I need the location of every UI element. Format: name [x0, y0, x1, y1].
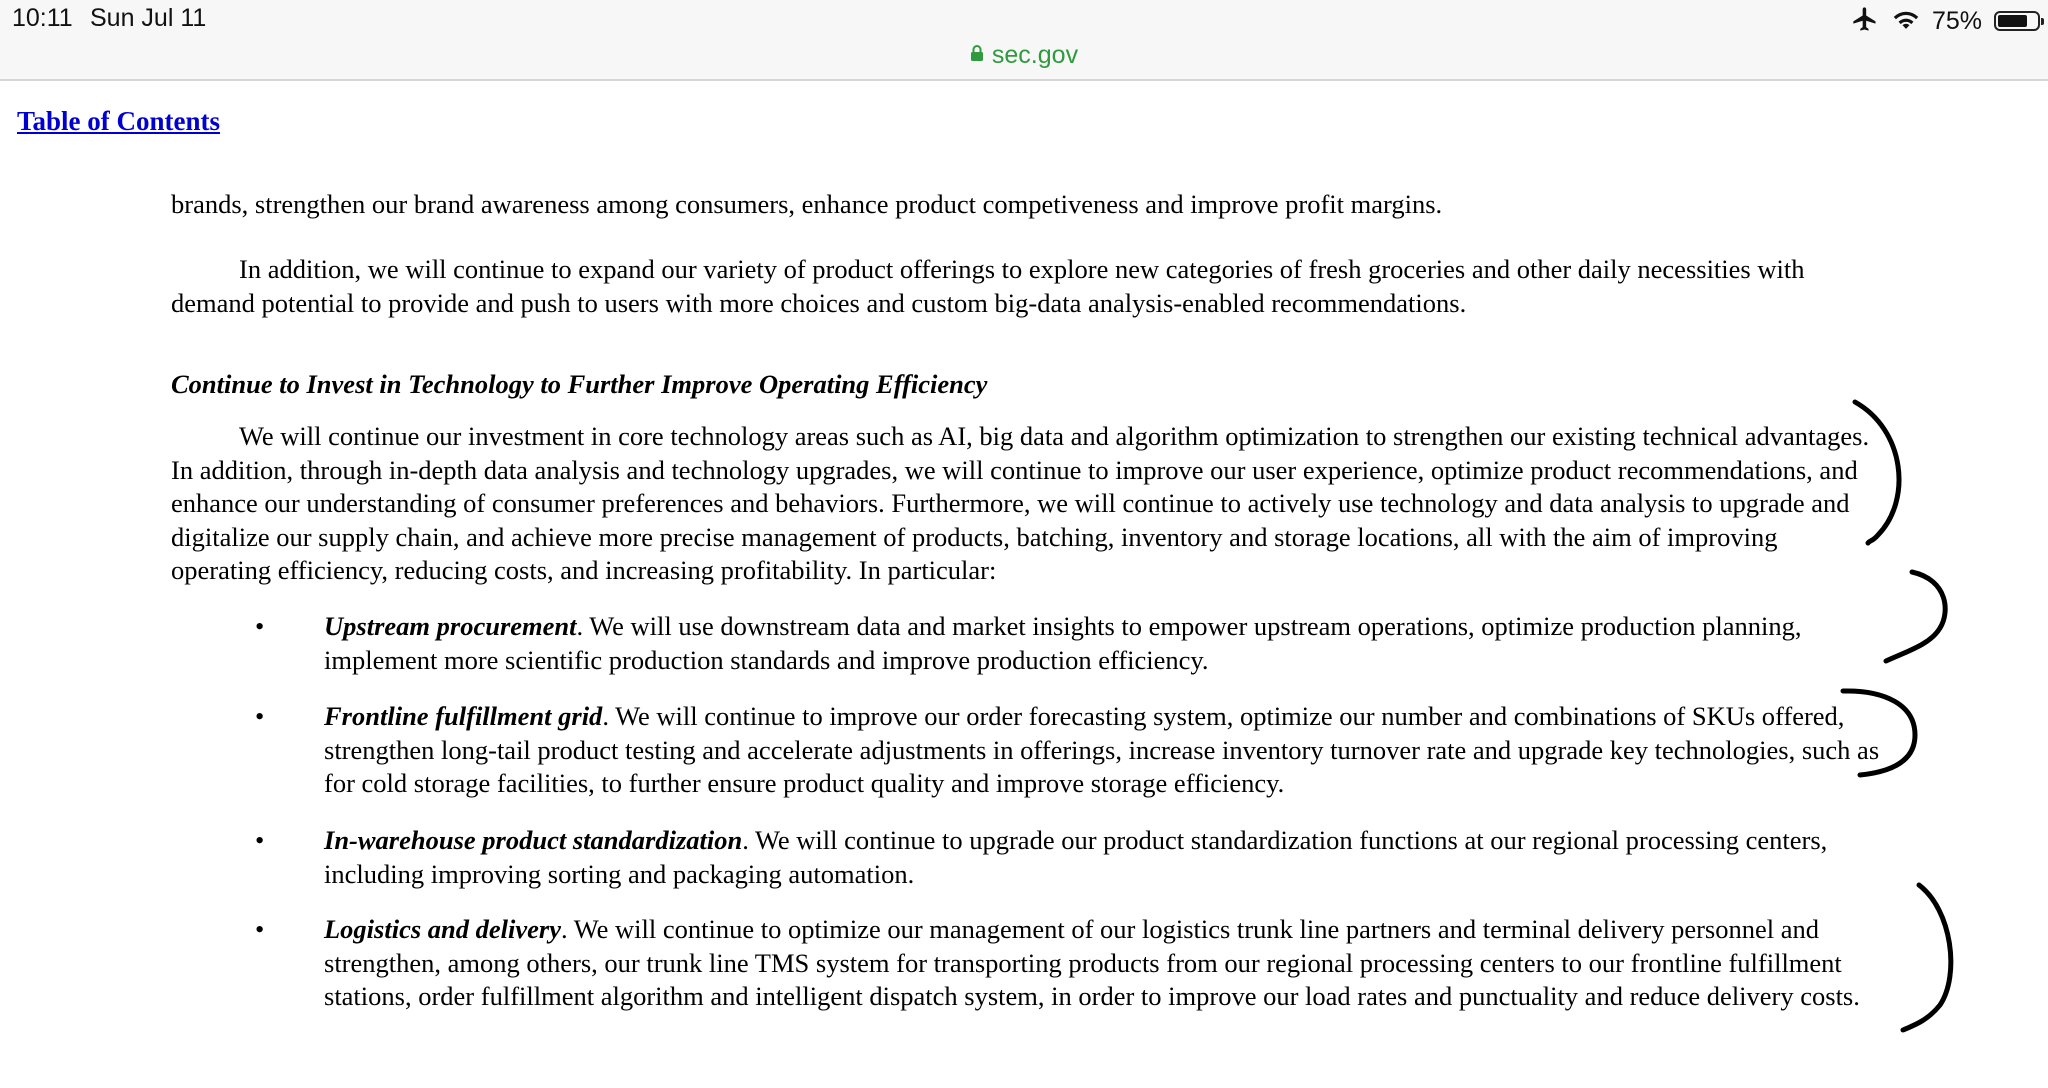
battery-nub — [2041, 18, 2044, 25]
wifi-icon — [1892, 7, 1920, 36]
handwritten-bracket-mark — [1903, 885, 1951, 1030]
status-time: 10:11 — [12, 4, 73, 32]
status-indicators — [1850, 4, 2040, 38]
status-date: Sun Jul 11 — [90, 4, 207, 32]
url-text[interactable]: sec.gov — [991, 40, 1079, 69]
bullet-title: In-warehouse product standardization — [324, 825, 743, 855]
bullet-body: . We will continue to improve our order forecasting system, optimize our number and combinations of SKUs offered, strengthen long-tail product testing and accelerate adjustments in offerings, increase inventory turnover rate and upgrade key technologies, such as for cold storage facilities, to further ensure product quality and improve storage efficiency. — [324, 701, 1880, 798]
battery-icon — [1994, 11, 2040, 31]
section-heading: Continue to Invest in Technology to Further Improve Operating Efficiency — [171, 369, 988, 399]
airplane-icon — [1850, 5, 1880, 38]
browser-top-bar — [0, 0, 2048, 81]
table-of-contents-link[interactable]: Table of Contents — [17, 106, 221, 136]
bullet-body: . We will use downstream data and market insights to empower upstream operations, optimize production planning, implement more scientific production standards and improve production efficiency. — [324, 611, 1802, 675]
bullet-text — [324, 700, 1884, 801]
bullet-text — [324, 610, 1884, 677]
bullet-marker: • — [255, 701, 265, 731]
address-bar[interactable] — [0, 38, 2048, 72]
paragraph-product-offerings: In addition, we will continue to expand our variety of product offerings to explore new categories of fresh groceries and other daily necessities with demand potential to provide and push to users with more choices and custom big-data analysis-enabled recommendations. — [171, 254, 1805, 318]
bullet-title: Upstream procurement — [324, 611, 577, 641]
paragraph-brands: brands, strengthen our brand awareness among consumers, enhance product competiveness and improve profit margins. — [171, 189, 1443, 219]
paragraph-technology: We will continue our investment in core technology areas such as AI, big data and algorithm optimization to strengthen our existing technical advantages. In addition, through in-depth data analysis and technology upgrades, we will continue to improve our user experience, optimize product recommendations, and enhance our understanding of consumer preferences and behaviors. Furthermore, we will continue to actively use technology and data analysis to upgrade and digitalize our supply chain, and achieve more precise management of products, batching, inventory and storage locations, all with the aim of improving operating efficiency, reducing costs, and increasing profitability. In particular: — [171, 421, 1870, 585]
bullet-title: Logistics and delivery — [324, 914, 561, 944]
lock-icon — [970, 44, 984, 67]
bullet-text — [324, 913, 1884, 1014]
bullet-marker: • — [255, 611, 265, 641]
bullet-title: Frontline fulfillment grid — [324, 701, 603, 731]
battery-percent: 75% — [1931, 6, 1982, 35]
battery-level-fill — [1998, 15, 2027, 27]
bullet-body: . We will continue to optimize our management of our logistics trunk line partners and terminal delivery personnel and strengthen, among others, our trunk line TMS system for transporting products from our regional processing centers to our frontline fulfillment stations, order fulfillment algorithm and intelligent dispatch system, in order to improve our load rates and punctuality and reduce delivery costs. — [324, 914, 1860, 1011]
bullet-marker: • — [255, 914, 265, 944]
bullet-body: . We will continue to upgrade our product standardization functions at our regional processing centers, including improving sorting and packaging automation. — [324, 825, 1828, 889]
bullet-text — [324, 824, 1884, 891]
bullet-marker: • — [255, 825, 265, 855]
handwritten-bracket-mark — [1886, 572, 1945, 661]
